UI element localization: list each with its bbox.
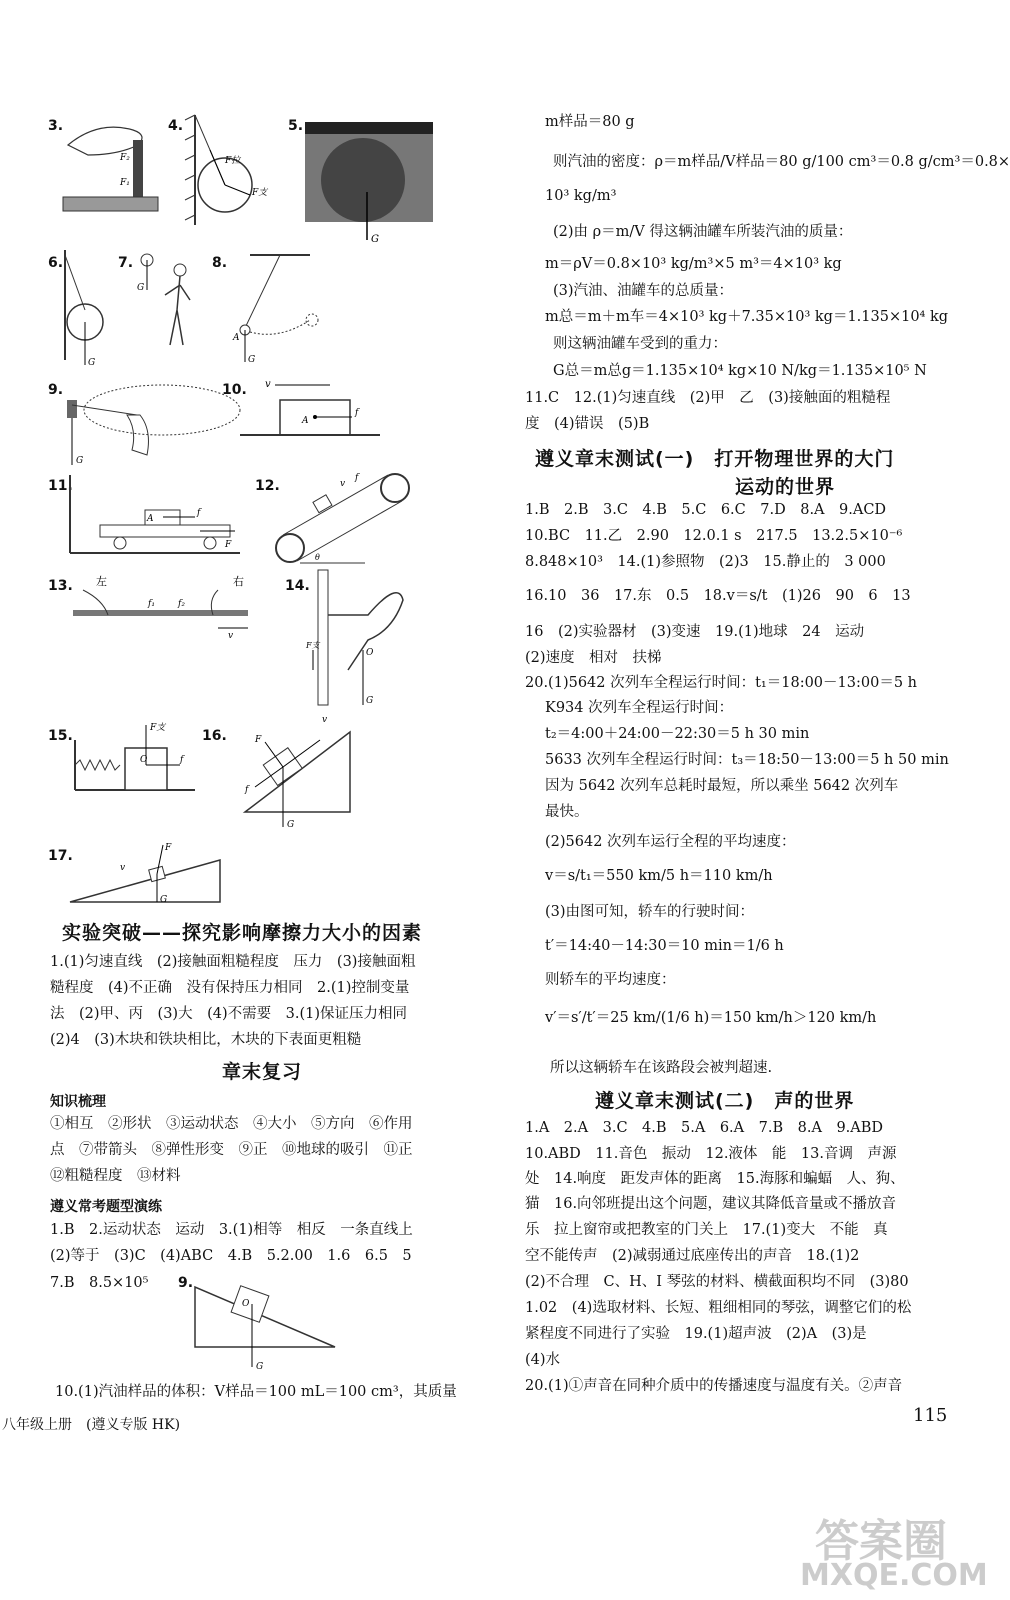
- text-line: 猫 16.向邻班提出这个问题，建议其降低音量或不播放音: [525, 1196, 897, 1212]
- fig-number: 8.: [212, 255, 228, 271]
- text-line: 所以这辆轿车在该路段会被判超速.: [550, 1060, 773, 1076]
- svg-text:A: A: [233, 333, 240, 343]
- fig-number: 9.: [48, 382, 64, 398]
- figure-8-pendulum: [230, 250, 330, 365]
- section-heading-test1: 遵义章末测试(一) 打开物理世界的大门: [535, 448, 895, 470]
- svg-text:G: G: [371, 234, 379, 245]
- fig-number: 13.: [48, 578, 73, 594]
- svg-text:f: f: [355, 408, 359, 418]
- section-heading-test2: 遵义章末测试(二) 声的世界: [595, 1090, 855, 1112]
- svg-text:G: G: [137, 283, 145, 293]
- text-line: ⑫粗糙程度 ⑬材料: [50, 1168, 181, 1184]
- text-line: t′＝14:40－14:30＝10 min＝1/6 h: [545, 938, 784, 954]
- svg-text:f₂: f₂: [178, 599, 185, 609]
- text-line: 乐 拉上窗帘或把教室的门关上 17.(1)变大 不能 真: [525, 1222, 888, 1238]
- subheading-common: 遵义常考题型演练: [50, 1199, 162, 1215]
- fig-number: 3.: [48, 118, 64, 134]
- page-footer: 八年级上册 (遵义专版 HK): [2, 1417, 181, 1433]
- text-line: 10.(1)汽油样品的体积：V样品＝100 mL＝100 cm³，其质量: [55, 1384, 457, 1400]
- text-line: v′＝s′/t′＝25 km/(1/6 h)＝150 km/h＞120 km/h: [545, 1010, 877, 1026]
- page-number: 115: [913, 1405, 948, 1426]
- text-line: 20.(1)①声音在同种介质中的传播速度与温度有关。②声音: [525, 1378, 903, 1394]
- svg-text:f: f: [355, 473, 359, 483]
- text-line: (2)速度 相对 扶梯: [525, 650, 662, 666]
- text-line: 处 14.响度 距发声体的距离 15.海豚和蝙蝠 人、狗、: [525, 1171, 905, 1187]
- text-line: 因为 5642 次列车总耗时最短，所以乘坐 5642 次列车: [545, 778, 899, 794]
- text-line: 1.B 2.运动状态 运动 3.(1)相等 相反 一条直线上: [50, 1222, 413, 1238]
- svg-text:F: F: [225, 540, 232, 550]
- svg-text:左: 左: [96, 575, 107, 588]
- section-heading-lab: 实验突破——探究影响摩擦力大小的因素: [62, 922, 423, 944]
- figure-6-ball-hanging: [60, 250, 120, 370]
- text-line: v＝s/t₁＝550 km/5 h＝110 km/h: [545, 868, 773, 884]
- svg-text:F拉: F拉: [225, 156, 241, 166]
- text-line: ①相互 ②形状 ③运动状态 ④大小 ⑤方向 ⑥作用: [50, 1116, 413, 1132]
- svg-text:v: v: [322, 715, 328, 725]
- text-line: 8.848×10³ 14.(1)参照物 (2)3 15.静止的 3 000: [525, 554, 886, 570]
- text-line: 则汽油的密度：ρ＝m样品/V样品＝80 g/100 cm³＝0.8 g/cm³＝0.8×: [553, 154, 1010, 170]
- text-line: 最快。: [545, 804, 589, 820]
- figure-10-block-on-ground: [240, 375, 380, 445]
- section-heading-test1-sub: 运动的世界: [735, 476, 836, 498]
- section-heading-review: 章末复习: [222, 1061, 303, 1083]
- svg-text:f: f: [245, 785, 249, 795]
- text-line: (2)等于 (3)C (4)ABC 4.B 5.2.00 1.6 6.5 5: [50, 1248, 412, 1264]
- fig-number: 15.: [48, 728, 73, 744]
- text-line: 点 ⑦带箭头 ⑧弹性形变 ⑨正 ⑩地球的吸引 ⑪正: [50, 1142, 413, 1158]
- svg-text:O: O: [140, 755, 148, 765]
- text-line: m样品＝80 g: [545, 114, 635, 130]
- figure-17-incline-push: [65, 840, 225, 910]
- fig-number: 4.: [168, 118, 184, 134]
- svg-text:F支: F支: [306, 641, 320, 650]
- subheading-knowledge: 知识梳理: [50, 1094, 106, 1110]
- text-line: 20.(1)5642 次列车全程运行时间：t₁＝18:00－13:00＝5 h: [525, 675, 917, 691]
- text-line: 1.A 2.A 3.C 4.B 5.A 6.A 7.B 8.A 9.ABD: [525, 1120, 884, 1136]
- text-line: (2)不合理 C、H、I 琴弦的材料、横截面积均不同 (3)80: [525, 1274, 909, 1290]
- figure-16-incline-block: [240, 712, 360, 832]
- svg-text:f₁: f₁: [148, 599, 155, 609]
- svg-text:G: G: [366, 696, 374, 706]
- text-line: m总＝m＋m车＝4×10³ kg＋7.35×10³ kg＝1.135×10⁴ kg: [545, 309, 949, 325]
- figure-4-ball-wall: [180, 115, 280, 230]
- text-line: (2)由 ρ＝m/V 得这辆油罐车所装汽油的质量：: [553, 224, 853, 240]
- watermark-url: MXQE.COM: [800, 1558, 988, 1593]
- text-line: 7.B 8.5×10⁵: [50, 1275, 149, 1291]
- svg-text:f: f: [180, 755, 184, 765]
- text-line: 紧程度不同进行了实验 19.(1)超声波 (2)A (3)是: [525, 1326, 867, 1342]
- fig-number: 7.: [118, 255, 134, 271]
- svg-text:右: 右: [233, 575, 244, 588]
- svg-text:F₂: F₂: [120, 153, 130, 163]
- fig-number: 9.: [178, 1275, 194, 1291]
- figure-7-jumper: [135, 250, 200, 355]
- fig-number: 17.: [48, 848, 73, 864]
- watermark-logo: 答案圈: [815, 1516, 947, 1567]
- text-line: 11.C 12.(1)匀速直线 (2)甲 乙 (3)接触面的粗糙程: [525, 390, 891, 406]
- text-line: 则这辆油罐车受到的重力：: [553, 336, 727, 352]
- svg-text:F支: F支: [150, 723, 166, 733]
- text-line: (2)5642 次列车运行全程的平均速度：: [545, 834, 796, 850]
- figure-9-rotating-eraser: [62, 375, 242, 470]
- text-line: m＝ρV＝0.8×10³ kg/m³×5 m³＝4×10³ kg: [545, 256, 842, 272]
- fig-number: 5.: [288, 118, 304, 134]
- text-line: (3)由图可知，轿车的行驶时间：: [545, 904, 755, 920]
- svg-text:O: O: [242, 1299, 250, 1309]
- text-line: (2)4 (3)木块和铁块相比，木块的下表面更粗糙: [50, 1032, 362, 1048]
- svg-text:v: v: [120, 863, 126, 873]
- figure-13-ruler-pull: [68, 570, 258, 640]
- text-line: 10³ kg/m³: [545, 188, 617, 204]
- text-line: (3)汽油、油罐车的总质量：: [553, 283, 734, 299]
- svg-text:G: G: [248, 355, 256, 365]
- text-line: 糙程度 (4)不正确 没有保持压力相同 2.(1)控制变量: [50, 980, 410, 996]
- text-line: (4)水: [525, 1352, 561, 1368]
- fig-number: 11.: [48, 478, 73, 494]
- svg-text:v: v: [265, 379, 271, 390]
- svg-text:f: f: [197, 508, 201, 518]
- svg-text:G: G: [287, 820, 295, 830]
- text-line: 则轿车的平均速度：: [545, 972, 676, 988]
- svg-text:G: G: [76, 456, 84, 466]
- svg-text:F支: F支: [252, 188, 268, 198]
- text-line: K934 次列车全程运行时间：: [545, 700, 734, 716]
- text-line: 空不能传声 (2)减弱通过底座传出的声音 18.(1)2: [525, 1248, 860, 1264]
- figure-5-ball-photo: [305, 122, 435, 247]
- text-line: 16.10 36 17.东 0.5 18.v＝s/t (1)26 90 6 13: [525, 588, 911, 604]
- svg-text:G: G: [256, 1362, 264, 1372]
- fig-number: 12.: [255, 478, 280, 494]
- text-line: 5633 次列车全程运行时间：t₃＝18:50－13:00＝5 h 50 min: [545, 752, 949, 768]
- svg-text:G: G: [160, 895, 168, 905]
- figure-11-cart: [65, 475, 245, 560]
- figure-9-incline-block: [190, 1272, 340, 1372]
- figure-15-spring-block: [70, 720, 200, 795]
- svg-text:G: G: [88, 358, 96, 368]
- svg-text:A: A: [302, 416, 309, 426]
- fig-number: 6.: [48, 255, 64, 271]
- svg-text:F: F: [255, 735, 262, 745]
- text-line: G总＝m总g＝1.135×10⁴ kg×10 N/kg＝1.135×10⁵ N: [553, 363, 927, 379]
- text-line: 1.B 2.B 3.C 4.B 5.C 6.C 7.D 8.A 9.ACD: [525, 502, 887, 518]
- svg-text:O: O: [366, 648, 374, 658]
- text-line: 1.02 (4)选取材料、长短、粗细相同的琴弦，调整它们的松: [525, 1300, 912, 1316]
- svg-text:F: F: [165, 843, 172, 853]
- fig-number: 14.: [285, 578, 310, 594]
- text-line: 16 (2)实验器材 (3)变速 19.(1)地球 24 运动: [525, 624, 865, 640]
- text-line: 10.BC 11.乙 2.90 12.0.1 s 217.5 13.2.5×10⁻⁶: [525, 528, 903, 544]
- figure-14-pole-climber: [308, 570, 413, 710]
- text-line: 10.ABD 11.音色 振动 12.液体 能 13.音调 声源: [525, 1146, 897, 1162]
- text-line: 1.(1)匀速直线 (2)接触面粗糙程度 压力 (3)接触面粗: [50, 954, 416, 970]
- svg-text:θ: θ: [315, 553, 320, 562]
- fig-number: 16.: [202, 728, 227, 744]
- svg-text:v: v: [340, 479, 346, 489]
- text-line: 度 (4)错误 (5)B: [525, 416, 650, 432]
- figure-12-conveyor: [275, 468, 425, 568]
- text-line: 法 (2)甲、丙 (3)大 (4)不需要 3.(1)保证压力相同: [50, 1006, 407, 1022]
- svg-text:A: A: [147, 514, 154, 524]
- svg-text:v: v: [228, 631, 234, 641]
- fig-number: 10.: [222, 382, 247, 398]
- svg-text:F₁: F₁: [120, 178, 130, 188]
- figure-3-hand-pencil: [58, 115, 163, 215]
- text-line: t₂＝4:00＋24:00－22:30＝5 h 30 min: [545, 726, 810, 742]
